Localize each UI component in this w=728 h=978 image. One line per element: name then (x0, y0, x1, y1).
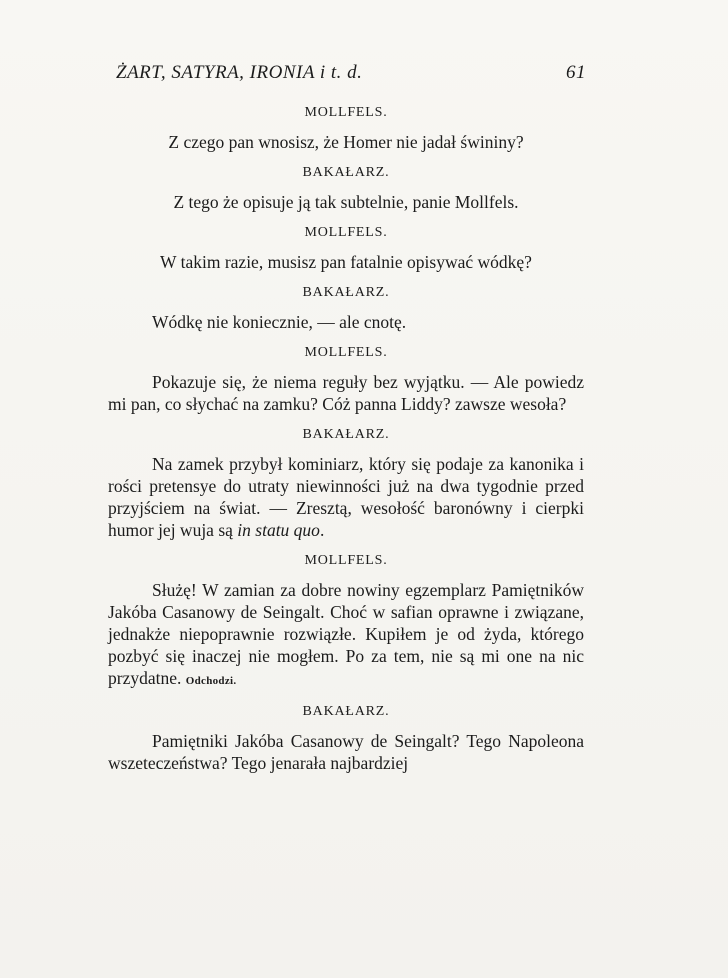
dialogue-text-end: . (319, 520, 325, 540)
dialogue-line: Z czego pan wnosisz, że Homer nie jadał świniny? (168, 132, 524, 152)
dialogue-line: Pamiętniki Jakóba Casanowy de Seingalt? Tego Napoleona wszeteczeństwa? Tego jenarała najbardziej (108, 731, 584, 773)
speaker-label: MOLLFELS. (304, 345, 388, 360)
speaker-label: MOLLFELS. (304, 105, 388, 120)
latin-phrase: in statu quo (237, 520, 320, 540)
running-title: ŻART, SATYRA, IRONIA i t. d. (116, 62, 363, 83)
speaker-label: BAKAŁARZ. (302, 165, 390, 180)
dialogue-line: Z tego że opisuje ją tak subtelnie, panie Mollfels. (173, 192, 519, 212)
dialogue-body (108, 96, 584, 783)
dialogue-text: Służę! W zamian za dobre nowiny egzemplarz Pamiętników Jakóba Casanowy de Seingalt. Choć w safian oprawne i związane, jednakże niepoprawnie rozwiązłe. Kupiłem je od żyda, którego pozbyć się inaczej nie mogłem. Po za tem, nie są mi one na nic przydatne. (108, 580, 584, 688)
dialogue-line: W takim razie, musisz pan fatalnie opisywać wódkę? (160, 252, 532, 272)
speaker-label: MOLLFELS. (304, 225, 388, 240)
dialogue-line: Pokazuje się, że niema reguły bez wyjątku. — Ale powiedz mi pan, co słychać na zamku? Cóż panna Liddy? zawsze wesoła? (108, 372, 584, 414)
speaker-label: MOLLFELS. (304, 553, 388, 568)
speaker-label: BAKAŁARZ. (302, 704, 390, 719)
speaker-label: BAKAŁARZ. (302, 427, 390, 442)
dialogue-line: Wódkę nie koniecznie, — ale cnotę. (152, 312, 407, 332)
page-number: 61 (566, 62, 586, 83)
dialogue-line (108, 579, 584, 692)
dialogue-line (108, 453, 584, 541)
speaker-label: BAKAŁARZ. (302, 285, 390, 300)
dialogue-text: Na zamek przybył kominiarz, który się podaje za kanonika i rości pretensye do utraty niewinności już na dwa tygodnie przed przyjściem na świat. — Zresztą, wesołość baronówny i cierpki humor jej wuja są (108, 454, 584, 540)
stage-direction: Odchodzi. (185, 675, 237, 687)
running-header (116, 62, 586, 84)
